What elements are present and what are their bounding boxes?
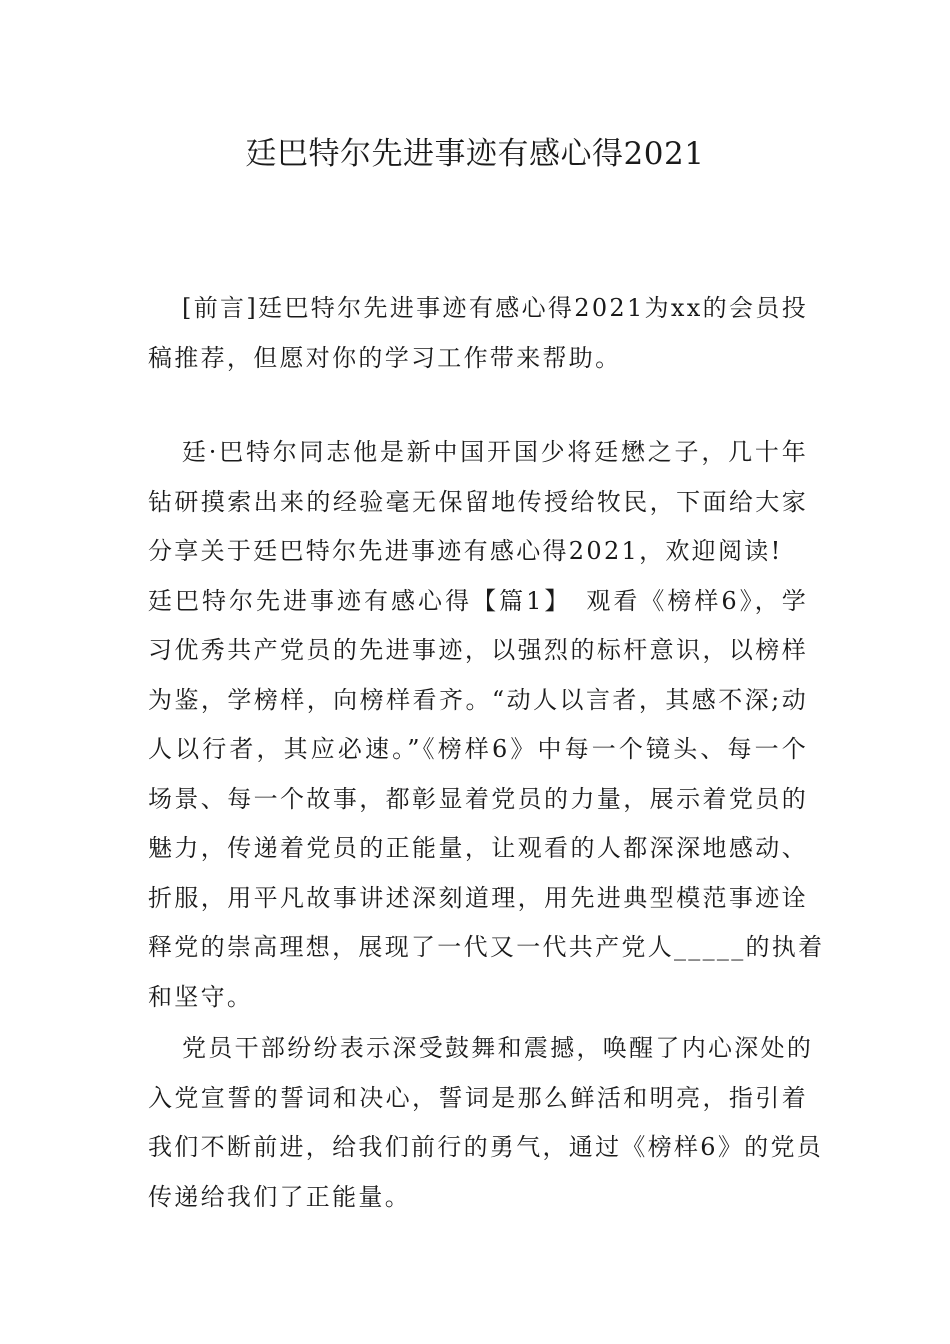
preface-line: 稿推荐，但愿对你的学习工作带来帮助。 (148, 343, 622, 372)
section2-paragraph (148, 1024, 824, 1222)
preface-paragraph (148, 284, 808, 383)
document-title: 廷巴特尔先进事迹有感心得2021 (245, 136, 705, 172)
section1-line: 场景、每一个故事，都彰显着党员的力量，展示着党员的 (148, 784, 808, 813)
section2-line: 党员干部纷纷表示深受鼓舞和震撼，唤醒了内心深处的 (182, 1034, 814, 1062)
section1-line: 和坚守。 (148, 982, 254, 1011)
section1-line: 廷巴特尔先进事迹有感心得【篇1】 观看《榜样6》，学 (148, 586, 808, 615)
section1-line: 人以行者，其应必速。”《榜样6》中每一个镜头、每一个 (148, 735, 808, 763)
intro-line: 分享关于廷巴特尔先进事迹有感心得2021，欢迎阅读! (148, 537, 783, 565)
section1-line: 为鉴，学榜样，向榜样看齐。“动人以言者，其感不深;动 (148, 685, 808, 714)
intro-line: 廷·巴特尔同志他是新中国开国少将廷懋之子，几十年 (182, 438, 808, 466)
section1-line: 魅力，传递着党员的正能量，让观看的人都深深地感动、 (148, 834, 808, 862)
section2-line: 传递给我们了正能量。 (148, 1182, 411, 1211)
intro-line: 钻研摸索出来的经验毫无保留地传授给牧民，下面给大家 (148, 487, 808, 516)
section2-line: 入党宣誓的誓词和决心，誓词是那么鲜活和明亮，指引着 (148, 1083, 808, 1112)
preface-line: [前言]廷巴特尔先进事迹有感心得2021为xx的会员投 (182, 294, 808, 322)
section1-line: 折服，用平凡故事讲述深刻道理，用先进典型模范事迹诠 (148, 883, 808, 912)
section1-line: 习优秀共产党员的先进事迹，以强烈的标杆意识，以榜样 (148, 636, 808, 664)
section2-line: 我们不断前进，给我们前行的勇气，通过《榜样6》的党员 (148, 1133, 824, 1161)
intro-paragraph (148, 428, 825, 1022)
section1-line: 释党的崇高理想，展现了一代又一代共产党人_____的执着 (148, 933, 825, 961)
